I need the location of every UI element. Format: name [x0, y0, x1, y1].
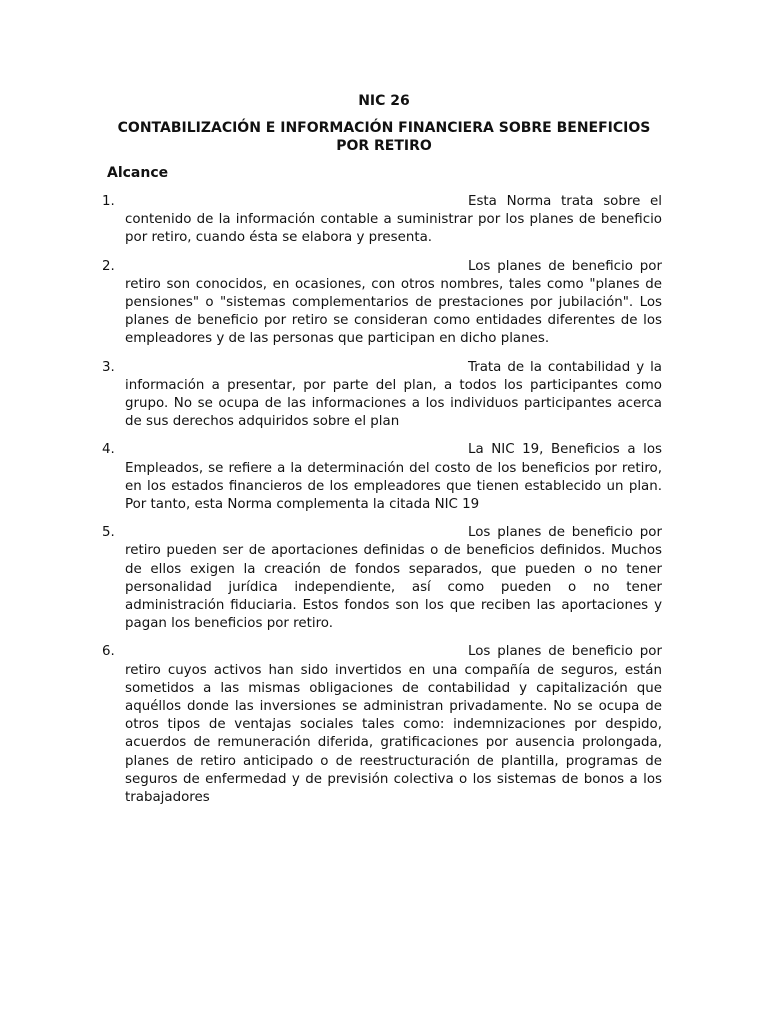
item-text	[125, 359, 662, 432]
numbered-list	[100, 193, 662, 817]
item-text-content: Trata de la contabilidad y la información a presentar, por parte del plan, a todos los participantes como grupo. No se ocupa de las informaciones a los individuos participantes acerca de sus derechos adquiridos sobre el plan	[125, 359, 662, 430]
indent-gap	[125, 370, 468, 371]
list-item	[100, 193, 662, 248]
indent-gap	[125, 204, 468, 205]
list-item	[100, 258, 662, 349]
document-title: NIC 26	[358, 93, 410, 109]
indent-gap	[125, 452, 468, 453]
item-number: 2.	[102, 258, 115, 274]
item-text	[125, 441, 662, 514]
item-text-content: La NIC 19, Beneficios a los Empleados, se refiere a la determinación del costo de los beneficios por retiro, en los estados financieros de los empleadores que tienen establecido un plan. Por tanto, esta Norma complementa la citada NIC 19	[125, 442, 662, 513]
item-text	[125, 524, 662, 633]
section-heading: Alcance	[107, 165, 169, 181]
item-text-content: Los planes de beneficio por retiro pueden ser de aportaciones definidas o de beneficios definidos. Muchos de ellos exigen la creación de fondos separados, que pueden o no tener personalidad jurídica independiente, así como pueden o no tener administración fiduciaria. Estos fondos son los que reciben las aportaciones y pagan los beneficios por retiro.	[125, 525, 662, 632]
indent-gap	[125, 535, 468, 536]
item-number: 6.	[102, 644, 115, 660]
item-number: 4.	[102, 442, 115, 458]
item-number: 5.	[102, 525, 115, 541]
list-item	[100, 524, 662, 633]
item-text	[125, 193, 662, 248]
list-item	[100, 359, 662, 432]
indent-gap	[125, 269, 468, 270]
indent-gap	[125, 654, 468, 655]
item-text-content: Los planes de beneficio por retiro cuyos activos han sido invertidos en una compañía de seguros, están sometidos a las mismas obligaciones de contabilidad y capitalización que aquéllos donde las inversiones se administran privadamente. No se ocupa de otros tipos de ventajas sociales tales como: indemnizaciones por despido, acuerdos de remuneración diferida, gratificaciones por ausencia prolongada, planes de retiro anticipado o de reestructuración de plantilla, programas de seguros de enfermedad y de previsión colectiva o los sistemas de bonos a los trabajadores	[125, 644, 662, 806]
document-subtitle: CONTABILIZACIÓN E INFORMACIÓN FINANCIERA SOBRE BENEFICIOS POR RETIRO	[117, 120, 651, 154]
item-text-content: Los planes de beneficio por retiro son conocidos, en ocasiones, con otros nombres, tales como "planes de pensiones" o "sistemas complementarios de prestaciones por jubilación". Los planes de beneficio por retiro se consideran como entidades diferentes de los empleadores y de las personas que participan en dicho planes.	[125, 258, 662, 347]
list-item	[100, 441, 662, 514]
item-number: 3.	[102, 359, 115, 375]
item-number: 1.	[102, 194, 115, 209]
item-text	[125, 258, 662, 349]
list-item	[100, 643, 662, 807]
item-text	[125, 643, 662, 807]
item-text-content: Esta Norma trata sobre el contenido de la información contable a suministrar por los planes de beneficio por retiro, cuando ésta se elabora y presenta.	[125, 194, 662, 246]
